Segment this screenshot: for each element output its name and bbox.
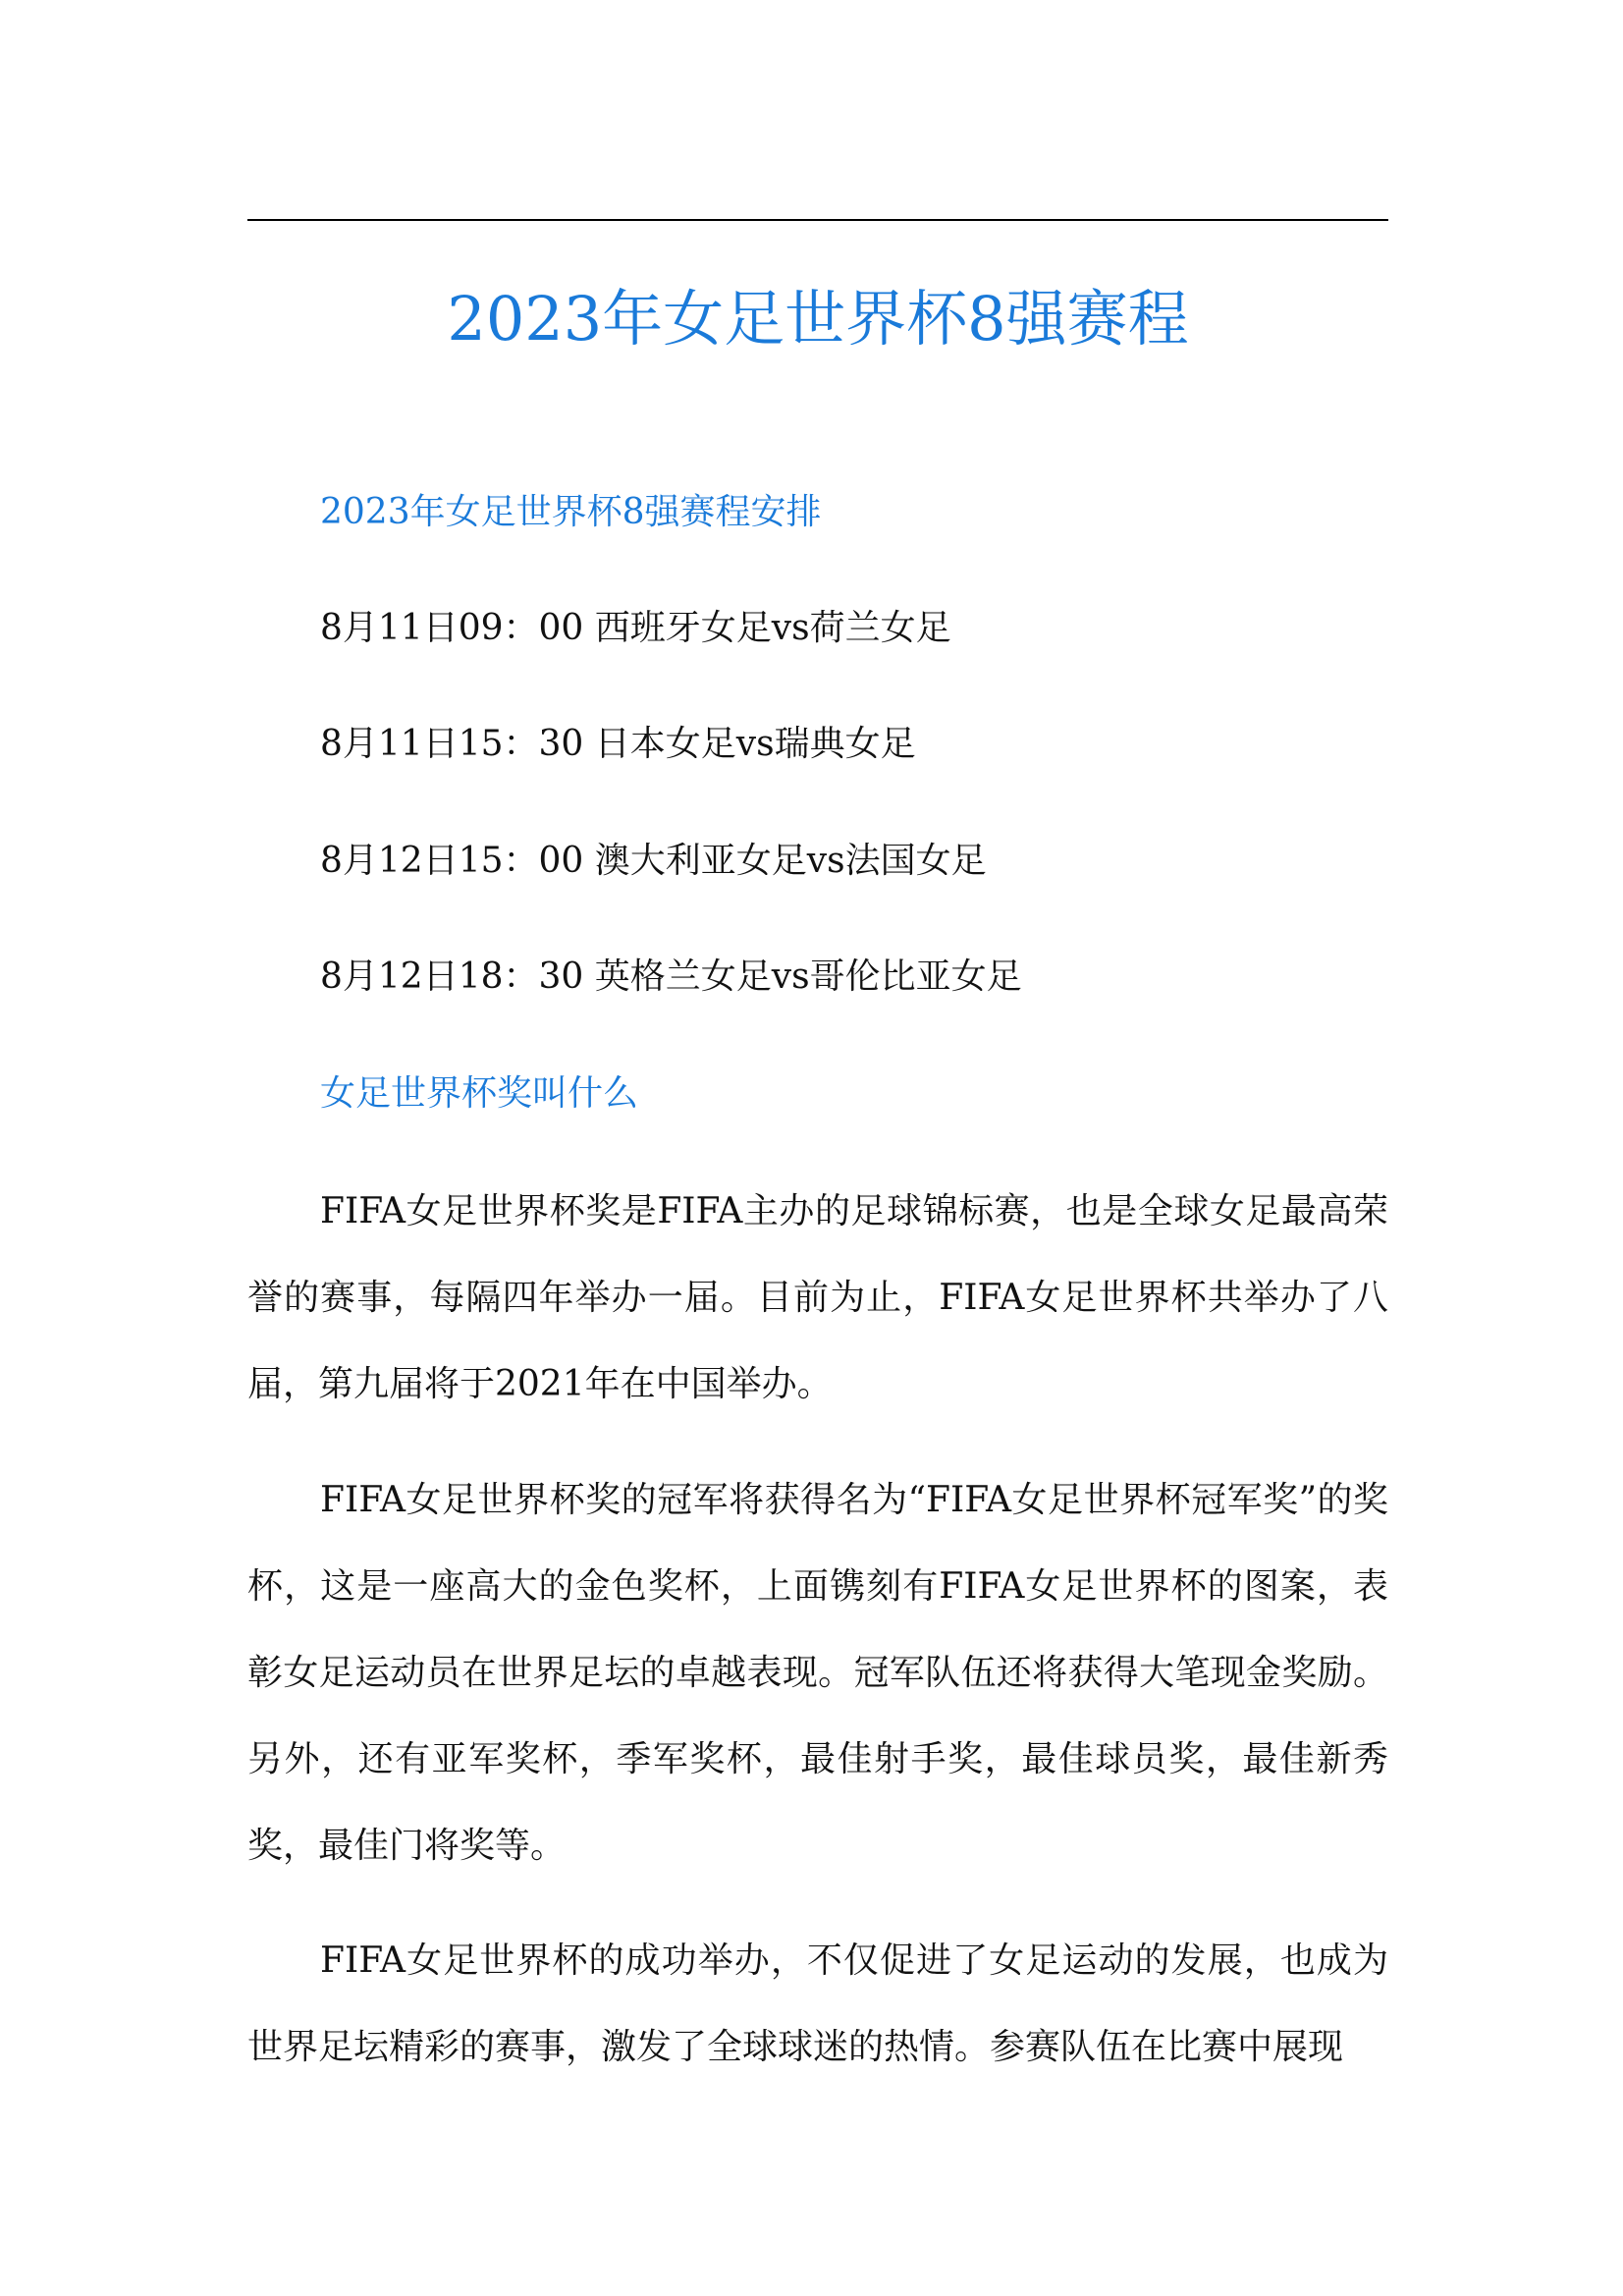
section-heading-schedule: 2023年女足世界杯8强赛程安排 (320, 492, 822, 532)
page-title: 2023年女足世界杯8强赛程 (447, 283, 1189, 355)
schedule-item: 8月11日09：00 西班牙女足vs荷兰女足 (320, 608, 951, 648)
body-paragraph: FIFA女足世界杯奖的冠军将获得名为“FIFA女足世界杯冠军奖”的奖杯，这是一座高大的金色奖杯，上面镌刻有FIFA女足世界杯的图案，表彰女足运动员在世界足坛的卓越表现。冠军队伍还将获得大笔现金奖励。另外，还有亚军奖杯，季军奖杯，最佳射手奖，最佳球员奖，最佳新秀奖，最佳门将奖等。 (247, 1480, 1388, 1866)
schedule-item: 8月12日15：00 澳大利亚女足vs法国女足 (320, 841, 987, 881)
schedule-item: 8月11日15：30 日本女足vs瑞典女足 (320, 724, 916, 764)
header-rule (247, 219, 1388, 221)
body-paragraph: FIFA女足世界杯奖是FIFA主办的足球锦标赛，也是全球女足最高荣誉的赛事，每隔四年举办一届。目前为止，FIFA女足世界杯共举办了八届，第九届将于2021年在中国举办。 (247, 1191, 1388, 1404)
section-heading-award: 女足世界杯奖叫什么 (320, 1073, 639, 1114)
body-paragraph: FIFA女足世界杯的成功举办，不仅促进了女足运动的发展，也成为世界足坛精彩的赛事，激发了全球球迷的热情。参赛队伍在比赛中展现 (247, 1941, 1388, 2067)
schedule-item: 8月12日18：30 英格兰女足vs哥伦比亚女足 (320, 957, 1022, 997)
